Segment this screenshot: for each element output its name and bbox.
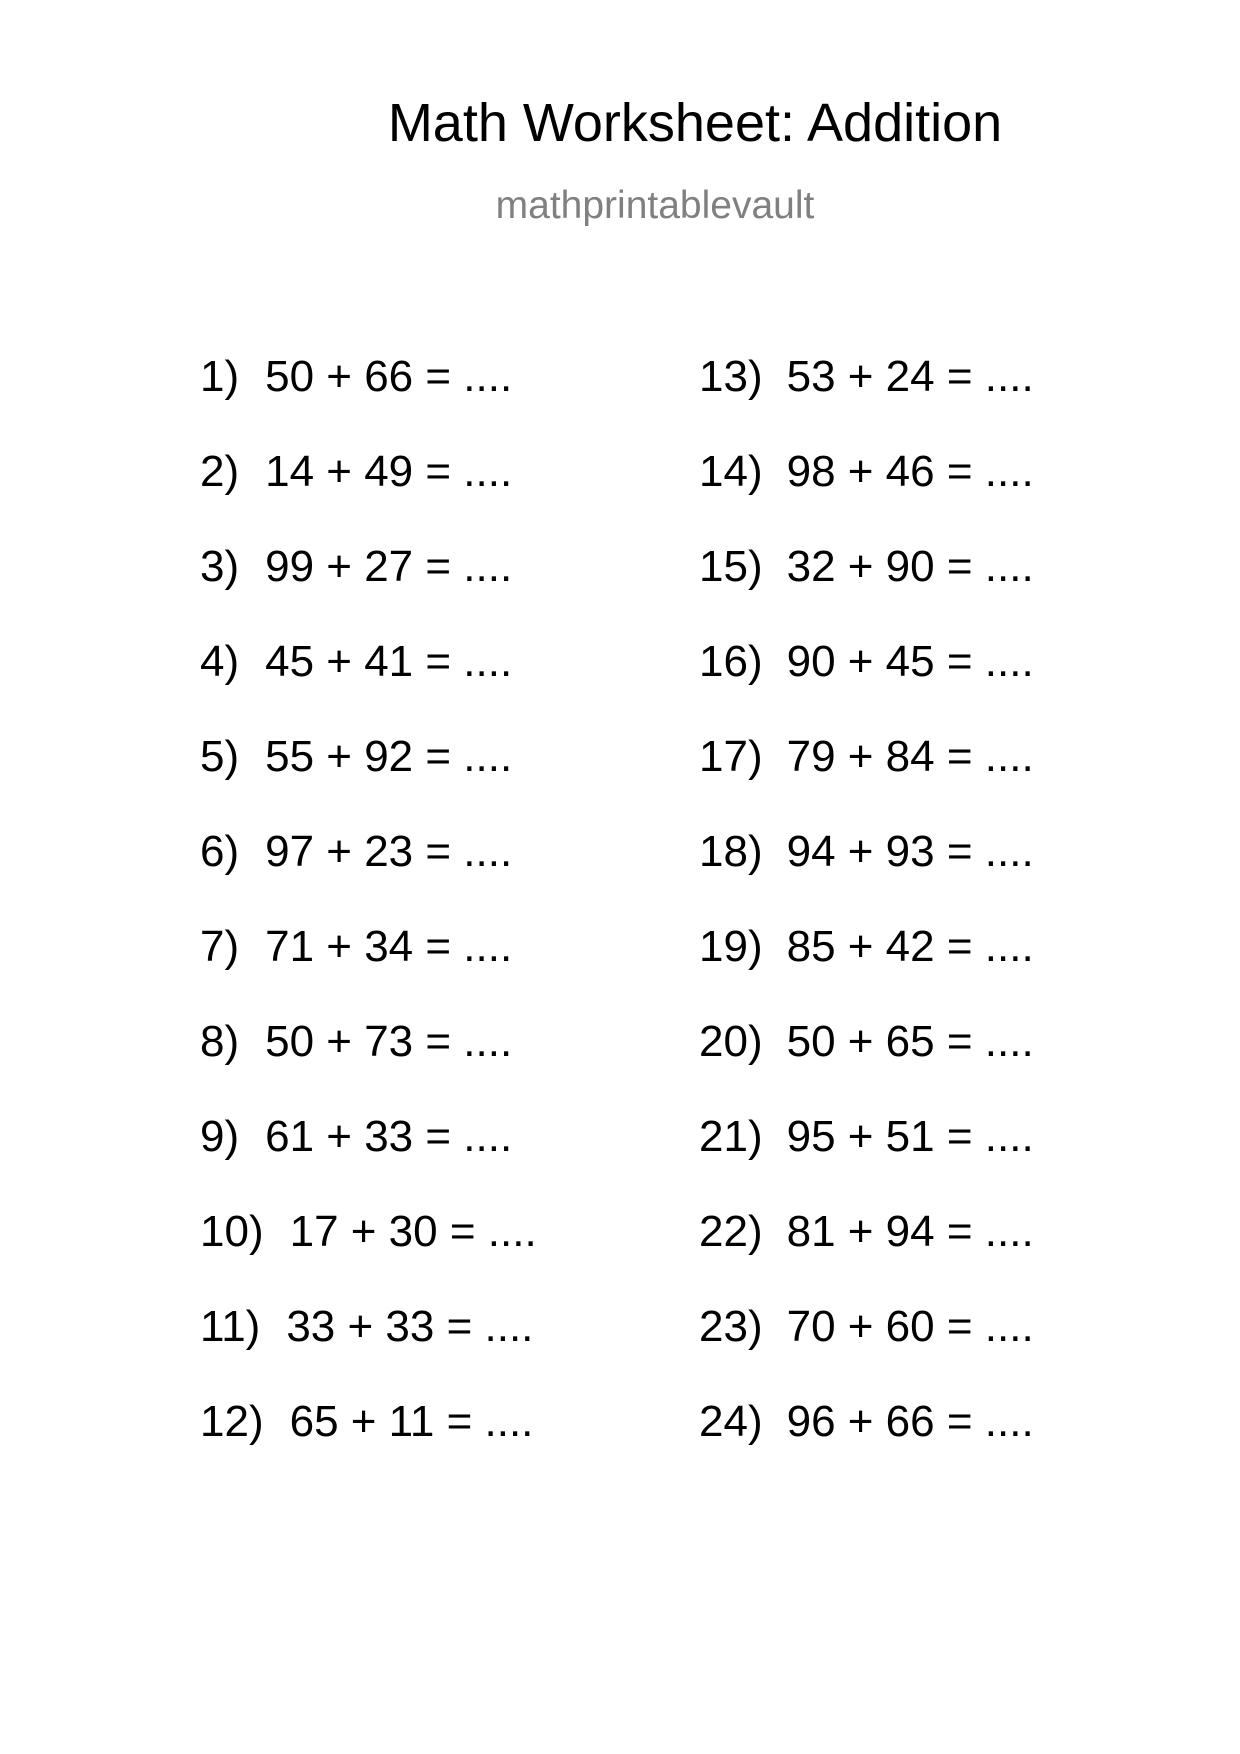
problem-item xyxy=(699,1207,1034,1305)
problem-item xyxy=(699,447,1034,545)
problem-number: 6) xyxy=(200,827,240,876)
problem-expression: 17 + 30 = .... xyxy=(289,1207,537,1256)
problem-expression: 85 + 42 = .... xyxy=(786,922,1034,971)
problem-expression: 32 + 90 = .... xyxy=(786,542,1034,591)
problem-expression: 53 + 24 = .... xyxy=(786,352,1034,401)
problem-expression: 95 + 51 = .... xyxy=(786,1112,1034,1161)
problem-item xyxy=(200,1207,537,1305)
problem-item xyxy=(200,922,537,1020)
problem-number: 19) xyxy=(699,922,763,971)
problem-item xyxy=(699,827,1034,925)
problem-number: 20) xyxy=(699,1017,763,1066)
problem-item xyxy=(699,1017,1034,1115)
problem-item xyxy=(200,732,537,830)
problem-number: 12) xyxy=(200,1397,264,1446)
problem-expression: 71 + 34 = .... xyxy=(265,922,513,971)
problem-expression: 94 + 93 = .... xyxy=(786,827,1034,876)
problem-item xyxy=(200,1112,537,1210)
problem-expression: 50 + 65 = .... xyxy=(786,1017,1034,1066)
page-title: Math Worksheet: Addition xyxy=(387,93,1003,153)
problem-expression: 96 + 66 = .... xyxy=(786,1397,1034,1446)
problem-number: 22) xyxy=(699,1207,763,1256)
problem-number: 8) xyxy=(200,1017,240,1066)
problem-expression: 70 + 60 = .... xyxy=(786,1302,1034,1351)
problem-expression: 81 + 94 = .... xyxy=(786,1207,1034,1256)
problem-number: 9) xyxy=(200,1112,240,1161)
problem-expression: 61 + 33 = .... xyxy=(265,1112,513,1161)
problem-item xyxy=(200,352,537,450)
problem-number: 16) xyxy=(699,637,763,686)
problem-number: 13) xyxy=(699,352,763,401)
problem-expression: 98 + 46 = .... xyxy=(786,447,1034,496)
problem-list-right xyxy=(699,352,1034,1495)
problem-expression: 99 + 27 = .... xyxy=(265,542,513,591)
problem-number: 14) xyxy=(699,447,763,496)
problem-item xyxy=(200,637,537,735)
problem-number: 15) xyxy=(699,542,763,591)
problem-number: 3) xyxy=(200,542,240,591)
problem-number: 21) xyxy=(699,1112,763,1161)
problem-number: 17) xyxy=(699,732,763,781)
problem-expression: 33 + 33 = .... xyxy=(286,1302,534,1351)
problem-item xyxy=(699,1302,1034,1400)
problem-number: 18) xyxy=(699,827,763,876)
problem-number: 5) xyxy=(200,732,240,781)
problem-expression: 45 + 41 = .... xyxy=(265,637,513,686)
problem-item xyxy=(699,922,1034,1020)
problem-expression: 50 + 73 = .... xyxy=(265,1017,513,1066)
problem-item xyxy=(699,352,1034,450)
problem-item xyxy=(200,1397,537,1495)
problem-expression: 97 + 23 = .... xyxy=(265,827,513,876)
problem-item xyxy=(200,1017,537,1115)
problem-number: 23) xyxy=(699,1302,763,1351)
problem-number: 24) xyxy=(699,1397,763,1446)
problem-item xyxy=(200,827,537,925)
problem-number: 2) xyxy=(200,447,240,496)
page-subtitle: mathprintablevault xyxy=(495,184,815,227)
problem-list-left xyxy=(200,352,537,1495)
problem-expression: 65 + 11 = .... xyxy=(289,1397,534,1446)
problem-expression: 50 + 66 = .... xyxy=(265,352,513,401)
problem-item xyxy=(699,732,1034,830)
problem-expression: 55 + 92 = .... xyxy=(265,732,513,781)
problem-number: 1) xyxy=(200,352,240,401)
problem-item xyxy=(200,447,537,545)
problem-expression: 14 + 49 = .... xyxy=(265,447,513,496)
problem-item xyxy=(699,1397,1034,1495)
problem-item xyxy=(699,637,1034,735)
problem-number: 4) xyxy=(200,637,240,686)
problem-item xyxy=(200,542,537,640)
problem-item xyxy=(699,1112,1034,1210)
problem-item xyxy=(699,542,1034,640)
problem-expression: 79 + 84 = .... xyxy=(786,732,1034,781)
problem-number: 10) xyxy=(200,1207,264,1256)
problem-number: 7) xyxy=(200,922,240,971)
problem-item xyxy=(200,1302,537,1400)
problem-number: 11) xyxy=(200,1302,261,1351)
problem-expression: 90 + 45 = .... xyxy=(786,637,1034,686)
